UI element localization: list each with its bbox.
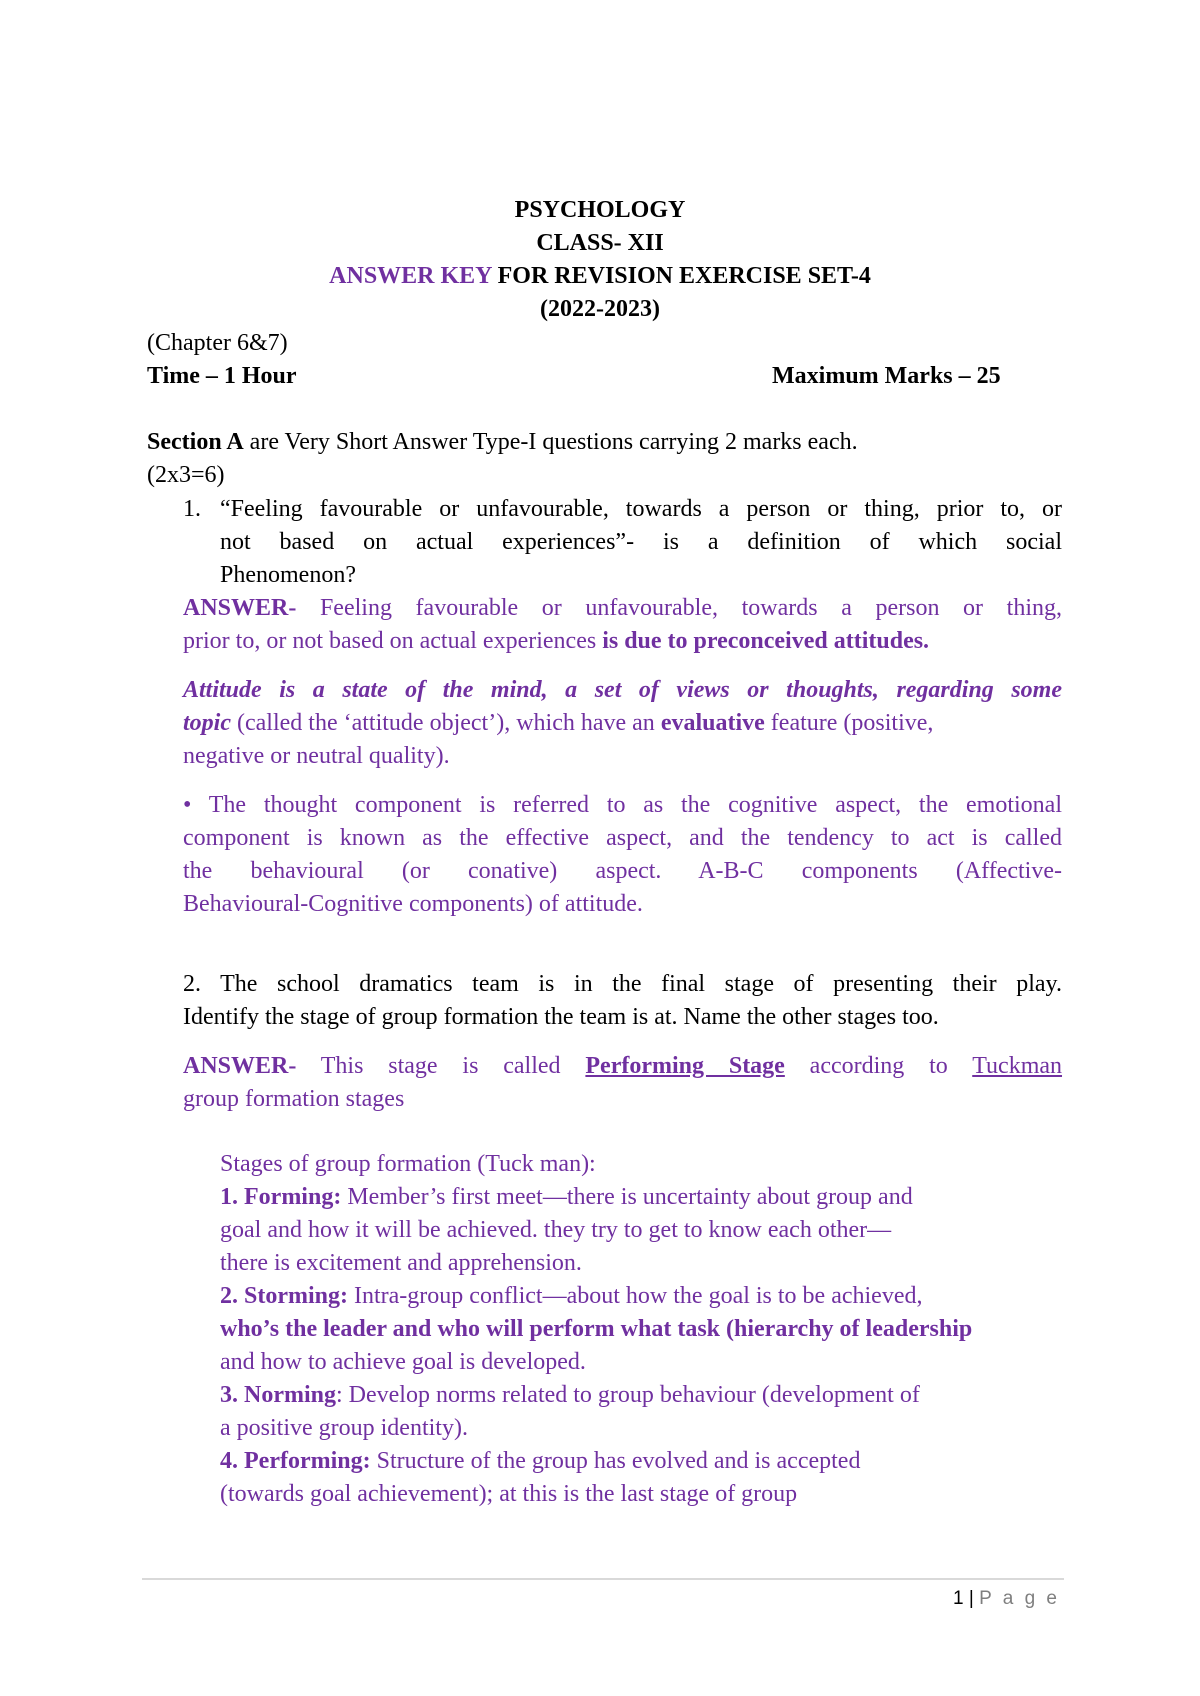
stage-4-line-1 [220,1446,860,1476]
q1-attitude-text: (called the ‘attitude object’), which have an [231,710,661,736]
section-a-label: Section A [147,429,244,455]
page-number: 1 [953,1588,964,1609]
answer-key-title [0,261,1200,291]
q1-attitude-text-end: feature (positive, [764,710,934,736]
stage-4-label: 4. Performing: [220,1448,371,1474]
q1-line-3: Phenomenon? [220,562,356,588]
page-word: P a g e [979,1588,1060,1609]
stage-3-line-2: a positive group identity). [220,1415,468,1441]
q1-topic-word: topic [183,710,231,736]
stage-3-line-1 [220,1380,920,1410]
q2-line-2: Identify the stage of group formation the team is at. Name the other stages too. [183,1004,939,1030]
time-label: Time – 1 Hour [147,363,297,389]
q1-components-line-3: the behavioural (or conative) aspect. A-B-C components (Affective- [183,858,1062,884]
q1-attitude-line-1: Attitude is a state of the mind, a set of views or thoughts, regarding some [183,677,1062,703]
stage-2-line-3: and how to achieve goal is developed. [220,1349,586,1375]
answer-key-label: ANSWER KEY [329,263,492,289]
q1-components-line-1: • The thought component is referred to as the cognitive aspect, the emotional [183,792,1062,818]
footer-divider [142,1578,1064,1580]
stage-1-line-1 [220,1182,913,1212]
q1-components-line-2: component is known as the effective aspect, and the tendency to act is called [183,825,1062,851]
stage-3-text: : Develop norms related to group behaviour (development of [336,1382,920,1408]
stage-1-text: Member’s first meet—there is uncertainty about group and [341,1184,913,1210]
q1-answer-line-1 [183,593,1062,623]
q1-answer-label: ANSWER- [183,595,297,621]
q1-answer-text-1: Feeling favourable or unfavourable, towards a person or thing, [296,595,1062,621]
q1-components-line-4: Behavioural-Cognitive components) of attitude. [183,891,643,917]
q2-line-1: 2. The school dramatics team is in the final stage of presenting their play. [183,971,1062,997]
stage-2-line-1 [220,1281,923,1311]
page-footer [900,1587,1060,1611]
stage-1-line-3: there is excitement and apprehension. [220,1250,582,1276]
q1-attitude-line-3: negative or neutral quality). [183,743,450,769]
footer-separator: | [963,1588,980,1609]
stages-title: Stages of group formation (Tuck man): [220,1151,596,1177]
stage-4-line-2: (towards goal achievement); at this is the last stage of group [220,1481,798,1507]
section-a-text: are Very Short Answer Type-I questions carrying 2 marks each. [243,429,858,455]
stage-2-line-2: who’s the leader and who will perform what task (hierarchy of leadership [220,1316,973,1342]
q2-answer-line-1 [183,1051,1062,1081]
q2-tuckman: Tuckman [972,1053,1063,1079]
q1-evaluative-word: evaluative [660,710,765,736]
q1-number: 1. [183,496,201,522]
title-rest: FOR REVISION EXERCISE SET-4 [491,263,871,289]
q2-answer-text-mid: according to [784,1053,973,1079]
q2-answer-text: This stage is called [296,1053,586,1079]
stage-1-line-2: goal and how it will be achieved. they try to get to know each other— [220,1217,892,1243]
section-a-marks: (2x3=6) [147,462,225,488]
q2-answer-line-2: group formation stages [183,1086,405,1112]
stage-2-text: Intra-group conflict—about how the goal is to be achieved, [348,1283,923,1309]
stage-4-text: Structure of the group has evolved and is accepted [370,1448,861,1474]
q2-answer-label: ANSWER- [183,1053,297,1079]
max-marks-label: Maximum Marks – 25 [772,363,1001,389]
session-heading: (2022-2023) [540,296,660,322]
subject-heading: PSYCHOLOGY [514,197,686,223]
q2-performing-stage: Performing Stage [585,1053,785,1079]
q1-answer-emphasis: is due to preconceived attitudes. [602,628,930,654]
class-heading: CLASS- XII [536,230,664,256]
stage-1-label: 1. Forming: [220,1184,342,1210]
q1-answer-text-2: prior to, or not based on actual experiences [183,628,603,654]
chapter-line: (Chapter 6&7) [147,330,288,356]
stage-2-label: 2. Storming: [220,1283,348,1309]
section-a-intro [147,427,858,457]
q1-line-2: not based on actual experiences”- is a definition of which social [220,529,1062,555]
q1-line-1: “Feeling favourable or unfavourable, towards a person or thing, prior to, or [220,496,1062,522]
q1-attitude-line-2 [183,708,933,738]
q1-answer-line-2 [183,626,929,656]
stage-3-label: 3. Norming [220,1382,336,1408]
